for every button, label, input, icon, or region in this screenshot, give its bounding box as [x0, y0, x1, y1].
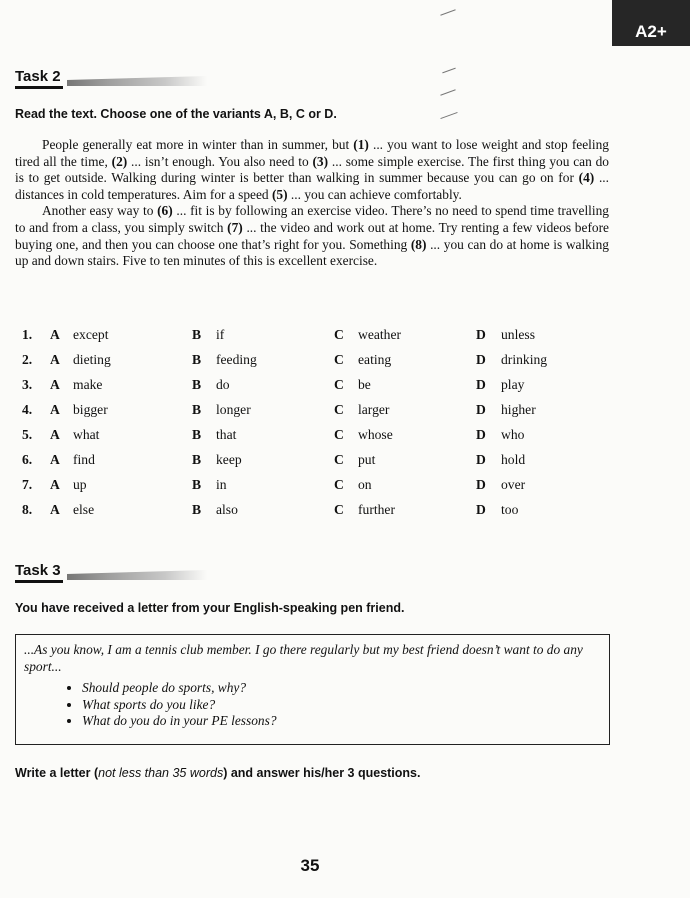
passage-paragraph-1	[15, 137, 609, 203]
option-word-d: higher	[501, 402, 536, 417]
option-letter-b: B	[192, 427, 202, 442]
option-word-b: if	[216, 327, 225, 342]
scan-mark	[440, 112, 457, 119]
option-word-a: find	[73, 452, 95, 467]
write-instruction-suffix: ) and answer his/her 3 questions.	[223, 766, 421, 780]
heading-decoration	[67, 570, 207, 580]
option-word-b: that	[216, 427, 237, 442]
option-letter-a: A	[50, 352, 60, 367]
task2-instruction: Read the text. Choose one of the variants A, B, C or D.	[15, 107, 337, 121]
option-row	[15, 502, 615, 527]
option-word-c: on	[358, 477, 372, 492]
option-letter-a: A	[50, 402, 60, 417]
option-letter-c: C	[334, 327, 344, 342]
option-word-d: over	[501, 477, 526, 492]
option-letter-b: B	[192, 502, 202, 517]
question-number: 8.	[22, 502, 33, 517]
option-word-b: feeding	[216, 352, 257, 367]
option-letter-c: C	[334, 402, 344, 417]
option-letter-b: B	[192, 327, 202, 342]
option-word-d: hold	[501, 452, 526, 467]
letter-intro: ...As you know, I am a tennis club member. I go there regularly but my best friend doesn’t want to do any sport...	[24, 642, 583, 674]
passage-text: ... you can achieve comfortably.	[287, 186, 462, 202]
passage-text: ... you can do at home is walking up and down stairs. Five to ten minutes of this is excellent exercise.	[15, 236, 609, 269]
question-number: 1.	[22, 327, 33, 342]
gap-marker: (2)	[111, 153, 128, 169]
option-letter-d: D	[476, 477, 486, 492]
write-instruction-prefix: Write a letter (	[15, 766, 99, 780]
option-word-a: dieting	[73, 352, 111, 367]
question-number: 2.	[22, 352, 33, 367]
option-letter-a: A	[50, 477, 60, 492]
option-letter-b: B	[192, 477, 202, 492]
option-letter-c: C	[334, 502, 344, 517]
task2-title: Task 2	[15, 68, 61, 88]
option-word-d: play	[501, 377, 525, 392]
gap-marker: (3)	[312, 153, 329, 169]
option-letter-a: A	[50, 377, 60, 392]
option-letter-d: D	[476, 352, 486, 367]
task3-heading	[15, 562, 207, 582]
option-word-a: up	[73, 477, 87, 492]
option-word-a: except	[73, 327, 109, 342]
question-number: 3.	[22, 377, 33, 392]
scan-mark	[442, 68, 455, 74]
option-letter-d: D	[476, 452, 486, 467]
passage-text: ... fit is by following an exercise video. There’s no need to spend time travelling to and from a class, you simply switch	[15, 203, 609, 235]
option-letter-a: A	[50, 502, 60, 517]
option-letter-c: C	[334, 352, 344, 367]
option-letter-a: A	[50, 427, 60, 442]
task3-title: Task 3	[15, 562, 61, 582]
option-letter-d: D	[476, 502, 486, 517]
option-word-b: do	[216, 377, 230, 392]
gap-marker: (1)	[353, 137, 369, 152]
option-word-a: bigger	[73, 402, 108, 417]
letter-question: • What sports do you like?	[82, 697, 601, 714]
passage-text: People generally eat more in winter than in summer, but	[42, 137, 354, 152]
option-letter-c: C	[334, 427, 344, 442]
question-number: 4.	[22, 402, 33, 417]
passage-text: ... some simple exercise. The first thing you can do is to get outside. Walking during winter is better than walking in summer because you can go on for	[15, 153, 609, 186]
option-word-a: what	[73, 427, 100, 442]
task3-instruction: You have received a letter from your English-speaking pen friend.	[15, 601, 405, 615]
option-word-c: larger	[358, 402, 390, 417]
passage-text: ... distances in cold temperatures. Aim for a speed	[15, 170, 609, 202]
option-word-d: too	[501, 502, 519, 517]
option-letter-d: D	[476, 402, 486, 417]
option-row	[15, 327, 615, 352]
option-letter-b: B	[192, 402, 202, 417]
pen-friend-letter-box	[15, 634, 610, 745]
passage-paragraph-2	[15, 203, 609, 269]
option-word-b: longer	[216, 402, 251, 417]
scan-mark	[440, 9, 455, 15]
letter-question: • What do you do in your PE lessons?	[82, 713, 601, 730]
option-word-b: also	[216, 502, 238, 517]
option-word-c: weather	[358, 327, 402, 342]
option-letter-a: A	[50, 327, 60, 342]
option-word-b: keep	[216, 452, 242, 467]
passage-text: ... isn’t enough. You also need to	[127, 153, 313, 169]
option-letter-d: D	[476, 427, 486, 442]
option-word-a: make	[73, 377, 103, 392]
heading-decoration	[67, 76, 207, 86]
option-word-d: who	[501, 427, 525, 442]
passage-text: ... you want to lose weight and stop feeling tired all the time,	[15, 137, 609, 169]
scan-mark	[440, 89, 455, 95]
write-instruction	[15, 766, 420, 780]
option-row	[15, 352, 615, 377]
question-number: 7.	[22, 477, 33, 492]
task2-heading	[15, 68, 207, 88]
option-word-c: further	[358, 502, 395, 517]
option-word-c: put	[358, 452, 376, 467]
option-letter-d: D	[476, 327, 486, 342]
gap-marker: (5)	[271, 186, 288, 202]
option-letter-b: B	[192, 352, 202, 367]
option-word-a: else	[73, 502, 95, 517]
option-letter-d: D	[476, 377, 486, 392]
option-letter-b: B	[192, 452, 202, 467]
option-word-b: in	[216, 477, 227, 492]
passage-text: Another easy way to	[42, 203, 158, 219]
option-word-d: drinking	[501, 352, 548, 367]
letter-question: • Should people do sports, why?	[82, 680, 601, 697]
write-instruction-word-limit: not less than 35 words	[98, 766, 224, 780]
option-letter-c: C	[334, 477, 344, 492]
option-word-c: eating	[358, 352, 392, 367]
question-number: 6.	[22, 452, 33, 467]
option-letter-c: C	[334, 377, 344, 392]
page-number: 35	[300, 856, 320, 875]
question-number: 5.	[22, 427, 33, 442]
letter-questions	[24, 680, 601, 730]
passage-text: ... the video and work out at home. Try renting a few videos before buying one, and then you can choose one that’s right for you. Something	[15, 219, 610, 252]
option-word-c: be	[358, 377, 371, 392]
option-word-c: whose	[358, 427, 393, 442]
option-row	[15, 402, 615, 427]
level-badge: A2+	[612, 0, 690, 46]
gap-marker: (7)	[227, 219, 243, 235]
answer-options-table	[15, 327, 615, 527]
option-word-d: unless	[501, 327, 535, 342]
option-letter-b: B	[192, 377, 202, 392]
option-row	[15, 452, 615, 477]
option-row	[15, 427, 615, 452]
reading-passage	[15, 137, 609, 270]
gap-marker: (8)	[410, 236, 427, 252]
gap-marker: (4)	[578, 170, 595, 186]
option-letter-a: A	[50, 452, 60, 467]
option-row	[15, 377, 615, 402]
gap-marker: (6)	[157, 203, 173, 219]
option-row	[15, 477, 615, 502]
option-letter-c: C	[334, 452, 344, 467]
